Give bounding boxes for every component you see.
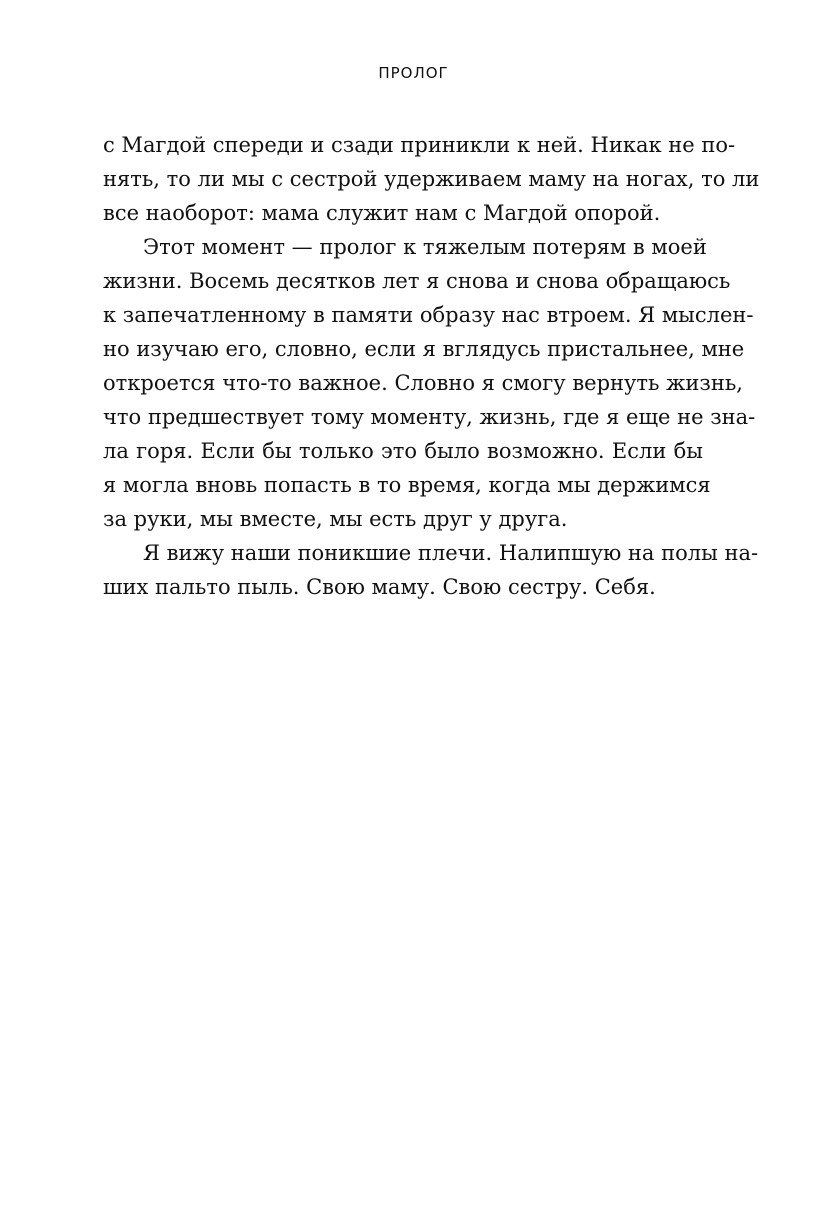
body-text [103, 128, 760, 604]
text-line: ших пальто пыль. Свою маму. Свою сестру. Себя. [103, 575, 656, 599]
text-line: Я вижу наши поникшие плечи. Налипшую на полы на- [143, 541, 759, 565]
text-line: с Магдой спереди и сзади приникли к ней. Никак не по- [103, 133, 736, 157]
text-line: к запечатленному в памяти образу нас втроем. Я мыслен- [103, 303, 754, 327]
text-line: ла горя. Если бы только это было возможно. Если бы [103, 439, 703, 463]
text-line: все наоборот: мама служит нам с Магдой опорой. [103, 201, 661, 225]
text-line: жизни. Восемь десятков лет я снова и снова обращаюсь [103, 269, 731, 293]
text-line: откроется что-то важное. Словно я смогу вернуть жизнь, [103, 371, 743, 395]
running-head: ПРОЛОГ [378, 64, 449, 82]
text-line: я могла вновь попасть в то время, когда мы держимся [103, 473, 711, 497]
text-line: Этот момент — пролог к тяжелым потерям в моей [143, 235, 707, 259]
text-line: но изучаю его, словно, если я вглядусь пристальнее, мне [103, 337, 745, 361]
text-line: что предшествует тому моменту, жизнь, где я еще не зна- [103, 405, 756, 429]
text-line: за руки, мы вместе, мы есть друг у друга. [103, 507, 568, 531]
text-line: нять, то ли мы с сестрой удерживаем маму на ногах, то ли [103, 167, 760, 191]
